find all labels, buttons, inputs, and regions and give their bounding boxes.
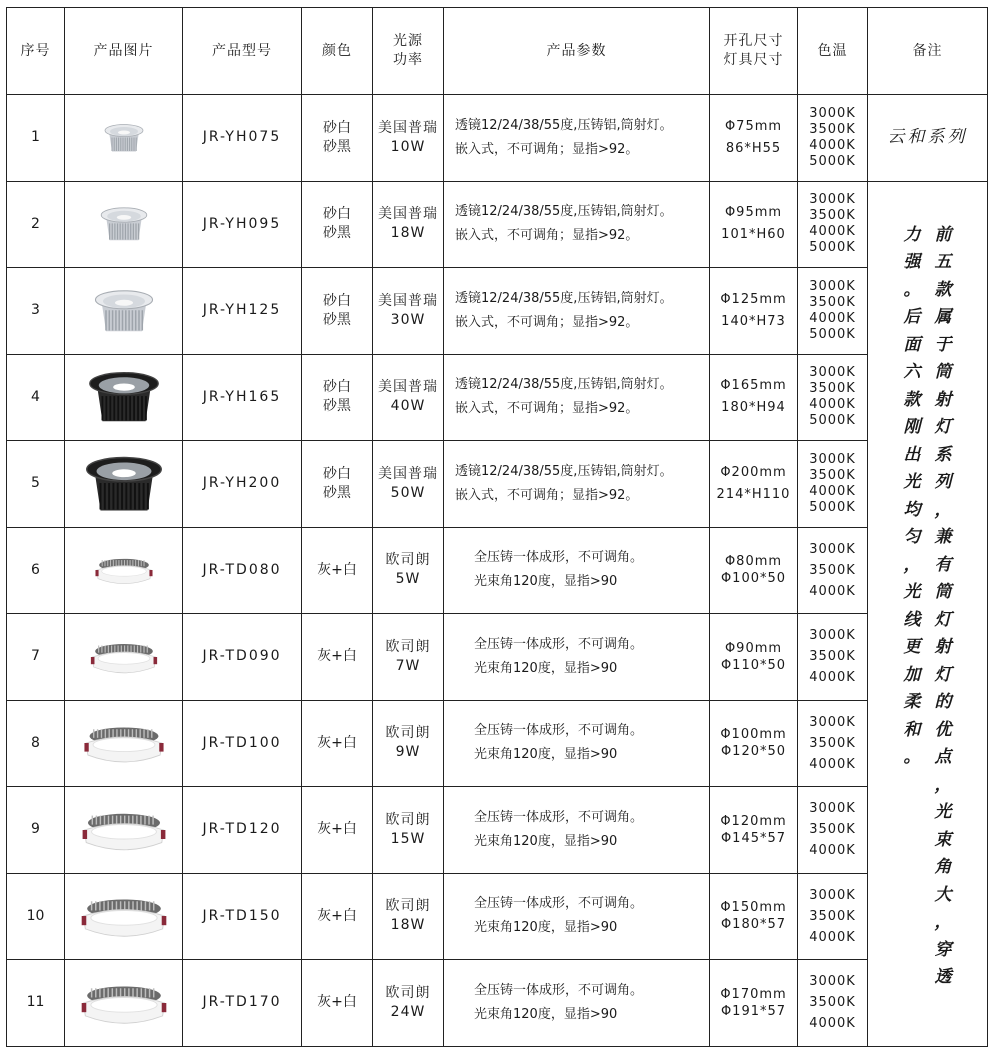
- color-temp-value: 4000K: [809, 843, 856, 859]
- color-temp-value: 4000K: [809, 929, 856, 945]
- table-row: [7, 441, 988, 528]
- header-color: 颜色: [302, 8, 373, 95]
- product-power: 美国普瑞 40W: [373, 354, 444, 441]
- color-temp-value: 3000K: [809, 628, 856, 644]
- product-power: 欧司朗 15W: [373, 787, 444, 874]
- color-temp-value: 3000K: [809, 192, 856, 208]
- product-size: Φ165mm 180*H94: [710, 354, 798, 441]
- white-ring-downlight-icon: [74, 881, 174, 951]
- table-row: [7, 354, 988, 441]
- product-params: 全压铸一体成形，不可调角。 光束角120度，显指>90: [444, 527, 710, 614]
- product-model: JR-TD120: [183, 787, 302, 874]
- white-ring-downlight-icon: [74, 708, 174, 778]
- product-size: Φ75mm 86*H55: [710, 95, 798, 182]
- product-image: [65, 960, 183, 1047]
- color-temp-value: 3500K: [809, 735, 856, 751]
- product-params: 全压铸一体成形，不可调角。 光束角120度，显指>90: [444, 873, 710, 960]
- row-index: 3: [7, 268, 65, 355]
- color-temps: [798, 527, 868, 614]
- black-downlight-icon: [74, 362, 174, 432]
- product-model: JR-TD090: [183, 614, 302, 701]
- color-temp-value: 3000K: [809, 451, 856, 467]
- product-params: 透镜12/24/38/55度,压铸铝,筒射灯。 嵌入式，不可调角；显指>92。: [444, 95, 710, 182]
- color-temp-value: 4000K: [809, 756, 856, 772]
- product-params: 透镜12/24/38/55度,压铸铝,筒射灯。 嵌入式，不可调角；显指>92。: [444, 181, 710, 268]
- product-color: 灰+白: [302, 614, 373, 701]
- product-size: Φ125mm 140*H73: [710, 268, 798, 355]
- color-temp-value: 4000K: [809, 397, 856, 413]
- product-image: [65, 527, 183, 614]
- row-index: 7: [7, 614, 65, 701]
- color-temp-value: 4000K: [809, 224, 856, 240]
- color-temp-value: 3000K: [809, 541, 856, 557]
- product-image: [65, 787, 183, 874]
- white-ring-downlight-icon: [74, 535, 174, 605]
- product-model: JR-YH200: [183, 441, 302, 528]
- product-params: 全压铸一体成形，不可调角。 光束角120度，显指>90: [444, 700, 710, 787]
- product-image: [65, 614, 183, 701]
- color-temps: [798, 268, 868, 355]
- remarks-column-left: 力 强 。 后 面 六 款 刚 出 光 均 匀 ， 光 线 更 加 柔 和 。: [903, 224, 921, 767]
- black-downlight-icon: [74, 449, 174, 519]
- color-temps: [798, 614, 868, 701]
- white-ring-downlight-icon: [74, 795, 174, 865]
- product-color: 灰+白: [302, 527, 373, 614]
- product-color: 灰+白: [302, 700, 373, 787]
- silver-downlight-icon: [74, 276, 174, 346]
- product-power: 欧司朗 24W: [373, 960, 444, 1047]
- product-model: JR-TD080: [183, 527, 302, 614]
- row-index: 8: [7, 700, 65, 787]
- header-image: 产品图片: [65, 8, 183, 95]
- header-index: 序号: [7, 8, 65, 95]
- row-index: 9: [7, 787, 65, 874]
- product-color: 砂白 砂黑: [302, 268, 373, 355]
- product-params: 透镜12/24/38/55度,压铸铝,筒射灯。 嵌入式，不可调角；显指>92。: [444, 268, 710, 355]
- row-index: 2: [7, 181, 65, 268]
- table-row: [7, 787, 988, 874]
- color-temp-value: 3500K: [809, 121, 856, 137]
- table-row: [7, 614, 988, 701]
- color-temp-value: 3500K: [809, 381, 856, 397]
- color-temp-value: 3500K: [809, 995, 856, 1011]
- product-image: [65, 268, 183, 355]
- product-color: 灰+白: [302, 960, 373, 1047]
- product-power: 美国普瑞 30W: [373, 268, 444, 355]
- product-power: 美国普瑞 10W: [373, 95, 444, 182]
- product-spec-table: [6, 7, 988, 1047]
- row-index: 4: [7, 354, 65, 441]
- color-temp-value: 3500K: [809, 208, 856, 224]
- color-temps: [798, 441, 868, 528]
- color-temps: [798, 181, 868, 268]
- product-image: [65, 700, 183, 787]
- color-temp-value: 4000K: [809, 310, 856, 326]
- color-temp-value: 3000K: [809, 714, 856, 730]
- product-model: JR-TD100: [183, 700, 302, 787]
- color-temps: [798, 960, 868, 1047]
- row-index: 11: [7, 960, 65, 1047]
- color-temp-value: 3500K: [809, 822, 856, 838]
- color-temp-value: 3500K: [809, 908, 856, 924]
- color-temp-value: 3000K: [809, 365, 856, 381]
- color-temp-value: 4000K: [809, 137, 856, 153]
- color-temp-value: 3000K: [809, 974, 856, 990]
- header-row: [7, 8, 988, 95]
- color-temps: [798, 787, 868, 874]
- table-row: [7, 527, 988, 614]
- product-color: 砂白 砂黑: [302, 354, 373, 441]
- silver-downlight-icon: [74, 103, 174, 173]
- product-size: Φ90mm Φ110*50: [710, 614, 798, 701]
- product-params: 透镜12/24/38/55度,压铸铝,筒射灯。 嵌入式，不可调角；显指>92。: [444, 354, 710, 441]
- product-size: Φ170mm Φ191*57: [710, 960, 798, 1047]
- header-size: 开孔尺寸 灯具尺寸: [710, 8, 798, 95]
- product-size: Φ150mm Φ180*57: [710, 873, 798, 960]
- remarks-note: [868, 181, 988, 1046]
- color-temp-value: 4000K: [809, 583, 856, 599]
- color-temp-value: 5000K: [809, 413, 856, 429]
- remarks-column-right: 前 五 款 属 于 筒 射 灯 系 列 ， 兼 有 筒 灯 射 灯 的 优 点 ， 光 束 角 大 ， 穿 透: [934, 224, 952, 987]
- product-power: 欧司朗 9W: [373, 700, 444, 787]
- product-size: Φ100mm Φ120*50: [710, 700, 798, 787]
- product-power: 欧司朗 5W: [373, 527, 444, 614]
- color-temp-value: 4000K: [809, 483, 856, 499]
- color-temps: [798, 354, 868, 441]
- color-temp-value: 3500K: [809, 562, 856, 578]
- color-temp-value: 3500K: [809, 649, 856, 665]
- row-index: 10: [7, 873, 65, 960]
- product-color: 砂白 砂黑: [302, 441, 373, 528]
- white-ring-downlight-icon: [74, 968, 174, 1038]
- product-params: 全压铸一体成形，不可调角。 光束角120度，显指>90: [444, 614, 710, 701]
- color-temp-value: 3000K: [809, 278, 856, 294]
- product-image: [65, 354, 183, 441]
- product-power: 欧司朗 7W: [373, 614, 444, 701]
- product-color: 砂白 砂黑: [302, 95, 373, 182]
- product-color: 灰+白: [302, 873, 373, 960]
- product-image: [65, 441, 183, 528]
- color-temp-value: 5000K: [809, 240, 856, 256]
- row-index: 5: [7, 441, 65, 528]
- color-temp-value: 5000K: [809, 153, 856, 169]
- product-params: 全压铸一体成形，不可调角。 光束角120度，显指>90: [444, 960, 710, 1047]
- color-temp-value: 5000K: [809, 499, 856, 515]
- white-ring-downlight-icon: [74, 622, 174, 692]
- silver-downlight-icon: [74, 189, 174, 259]
- product-model: JR-YH095: [183, 181, 302, 268]
- color-temp-value: 5000K: [809, 326, 856, 342]
- product-image: [65, 95, 183, 182]
- table-row: [7, 960, 988, 1047]
- product-power: 欧司朗 18W: [373, 873, 444, 960]
- table-row: [7, 181, 988, 268]
- product-size: Φ80mm Φ100*50: [710, 527, 798, 614]
- product-params: 全压铸一体成形，不可调角。 光束角120度，显指>90: [444, 787, 710, 874]
- table-row: [7, 95, 988, 182]
- color-temp-value: 3500K: [809, 467, 856, 483]
- product-color: 砂白 砂黑: [302, 181, 373, 268]
- product-image: [65, 181, 183, 268]
- color-temp-value: 4000K: [809, 1016, 856, 1032]
- color-temp-value: 3500K: [809, 294, 856, 310]
- row-index: 6: [7, 527, 65, 614]
- color-temp-value: 3000K: [809, 105, 856, 121]
- product-power: 美国普瑞 50W: [373, 441, 444, 528]
- header-params: 产品参数: [444, 8, 710, 95]
- product-model: JR-YH075: [183, 95, 302, 182]
- color-temps: [798, 95, 868, 182]
- product-image: [65, 873, 183, 960]
- product-model: JR-TD170: [183, 960, 302, 1047]
- header-power: 光源 功率: [373, 8, 444, 95]
- table-row: [7, 873, 988, 960]
- header-temp: 色温: [798, 8, 868, 95]
- row-index: 1: [7, 95, 65, 182]
- product-model: JR-TD150: [183, 873, 302, 960]
- product-size: Φ120mm Φ145*57: [710, 787, 798, 874]
- product-model: JR-YH165: [183, 354, 302, 441]
- product-size: Φ95mm 101*H60: [710, 181, 798, 268]
- product-color: 灰+白: [302, 787, 373, 874]
- color-temp-value: 4000K: [809, 670, 856, 686]
- color-temp-value: 3000K: [809, 887, 856, 903]
- header-note: 备注: [868, 8, 988, 95]
- product-power: 美国普瑞 18W: [373, 181, 444, 268]
- product-size: Φ200mm 214*H110: [710, 441, 798, 528]
- series-note: 云和系列: [868, 95, 988, 182]
- table-row: [7, 700, 988, 787]
- color-temps: [798, 873, 868, 960]
- color-temp-value: 3000K: [809, 801, 856, 817]
- color-temps: [798, 700, 868, 787]
- table-row: [7, 268, 988, 355]
- header-model: 产品型号: [183, 8, 302, 95]
- product-params: 透镜12/24/38/55度,压铸铝,筒射灯。 嵌入式，不可调角；显指>92。: [444, 441, 710, 528]
- product-model: JR-YH125: [183, 268, 302, 355]
